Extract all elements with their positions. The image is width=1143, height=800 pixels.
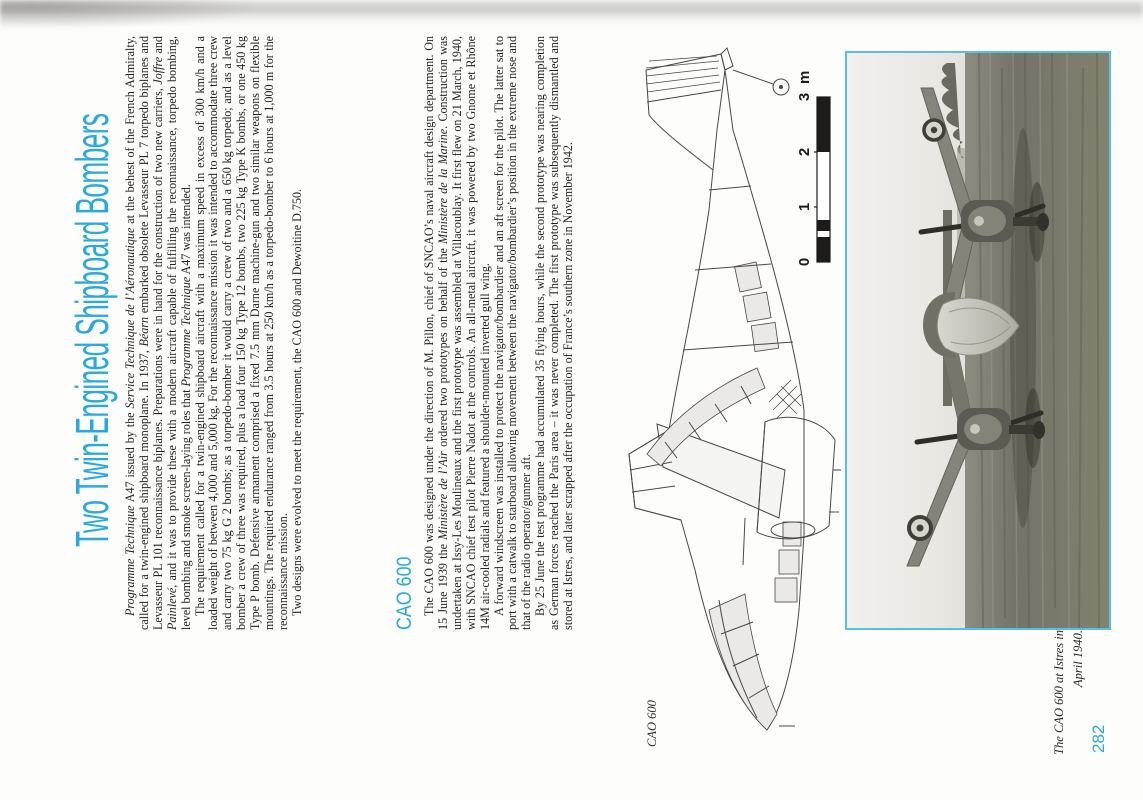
paragraph: The CAO 600 was designed under the direction of M. Pillon, chief of SNCAO’s naval aircraft design department. On 15 June 1939 the Ministère de l’Air ordered two prototypes on behalf of the Ministère de la Marine. Construction was undertaken at Issy-Les Moulineaux and the first prototype was assembled at Villacoublay. It first flew on 21 March, 1940, with SNCAO chief test pilot Pierre Nadot at the controls. An all-metal aircraft, it was powered by two Gnome et Rhône 14M air-cooled radials and featured a shoulder-mounted inverted gull wing. (422, 36, 492, 630)
scale-tick-3: 3 (796, 92, 813, 102)
paragraph: A forward windscreen was installed to protect the navigator/bombardier and an aft screen for the pilot. The latter sat to port with a catwalk to starboard allowing movement between the navigator/bombardier’s position in the extreme nose and that of the radio operator/gunner aft. (491, 36, 534, 630)
aircraft-photo-svg (847, 53, 1109, 628)
paragraph: By 25 June the test programme had accumulated 35 flying hours, while the second prototype was nearing completion as German forces reached the Paris area – it was never completed. The first prototype was subsequently dismantled and stored at Istres, and later scrapped after the occupation of France’s southern zone in November 1942. (533, 36, 576, 630)
scale-bar (793, 70, 849, 270)
paragraph: Two designs were evolved to meet the requirement, the CAO 600 and Dewoitine D.750. (289, 188, 304, 616)
page-title: Two Twin-Engined Shipboard Bombers (66, 113, 118, 547)
photo-caption-line2: April 1940. (1071, 630, 1085, 687)
scale-tick-0: 0 (796, 257, 813, 267)
aircraft-photo (845, 51, 1111, 630)
drawing-label: CAO 600 (645, 700, 659, 747)
paragraph: Programme Technique A47 issued by the Service Technique de l’Aéronautique at the behest of the French Admiralty, called for a twin-engined shipboard monoplane. In 1937, Béarn embarked obsolete Levasseur PL 7 torpedo biplanes and Levasseur PL 101 reconnaissance biplanes. Preparations were in hand for the construction of two new carriers, Joffre and Painlevé, and it was to provide these with a modern aircraft capable of fulfilling the reconnaissance, torpedo bombing, level bombing and smoke screen-laying roles that Programme Technique A47 was intended. (123, 36, 193, 630)
cao600-section (394, 36, 576, 630)
paragraph: The requirement called for a twin-engined shipboard aircraft with a maximum speed in excess of 300 km/h and a loaded weight of between 4,000 and 5,000 kg. For the reconnaissance mission it was intended to accommodate three crew and carry two 75 kg G 2 bombs; as a torpedo-bomber it would carry a crew of two and a 650 kg torpedo; and as a level bomber a crew of three was required, plus a load four 150 kg Type 12 bombs, two 225 kg Type K bombs, or one 450 kg Type P bomb. Defensive armament comprised a fixed 7.5 mm Darne machine-gun and two similar weapons on flexible mountings. The required endurance ranged from 3.5 hours at 250 km/h as a torpedo-bomber to 6 hours at 1,000 m for the reconnaissance mission. (192, 36, 290, 630)
photo-caption-line1: The CAO 600 at Istres in (1052, 630, 1066, 755)
scale-unit: m (796, 70, 813, 84)
photo-caption (1050, 630, 1088, 788)
page-number: 282 (1089, 724, 1108, 753)
scale-tick-1: 1 (796, 202, 813, 212)
scale-tick-2: 2 (796, 147, 813, 157)
intro-text-block (124, 36, 305, 630)
section-heading: CAO 600 (393, 556, 416, 630)
